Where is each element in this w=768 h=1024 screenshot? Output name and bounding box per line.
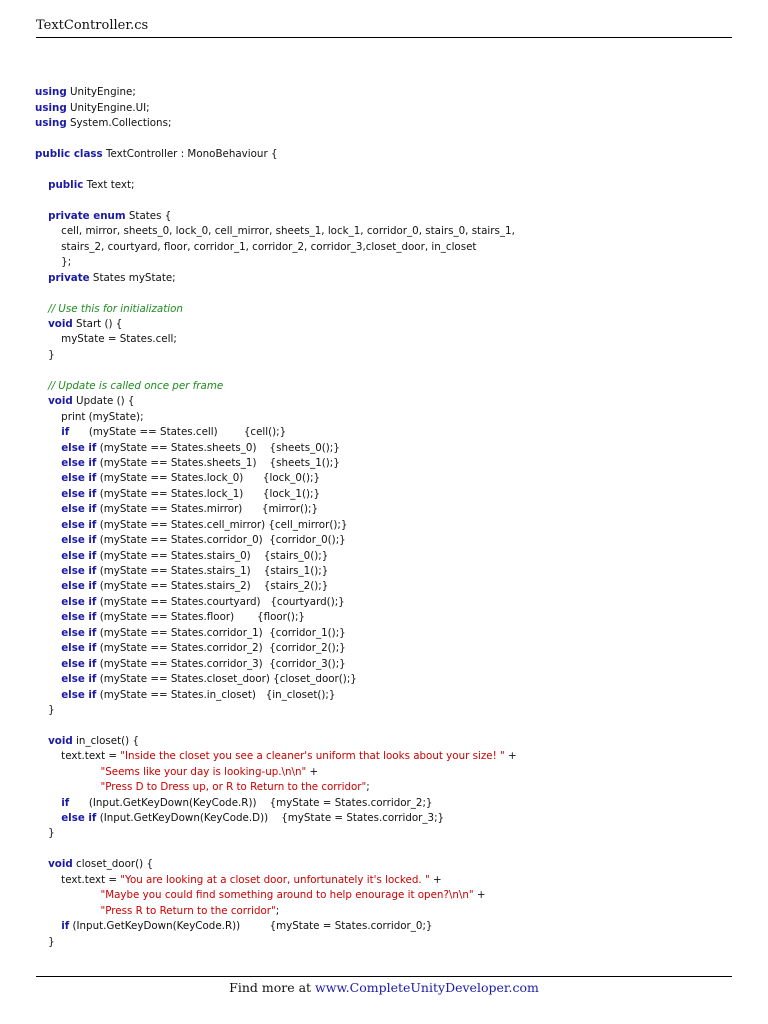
code-line: [35, 163, 735, 178]
code-string: "Seems like your day is looking-up.\n\n": [100, 765, 307, 778]
code-text: +: [429, 873, 442, 886]
code-keyword: else if: [61, 688, 97, 701]
code-text: [35, 858, 48, 870]
code-text: stairs_2, courtyard, floor, corridor_1, corridor_2, corridor_3,closet_door, in_closet: [35, 240, 477, 253]
code-text: [35, 503, 61, 515]
code-text: print (myState);: [35, 410, 144, 423]
code-line: [35, 672, 735, 687]
code-string: "You are looking at a closet door, unfortunately it's locked. ": [120, 873, 430, 886]
code-text: [35, 673, 61, 685]
code-keyword: else if: [61, 812, 97, 824]
code-text: text.text =: [35, 873, 121, 886]
code-text: [35, 550, 61, 562]
code-text: ;: [275, 904, 280, 917]
code-keyword: else if: [61, 534, 97, 547]
code-line: [35, 549, 735, 564]
code-text: [35, 920, 61, 932]
code-keyword: else if: [61, 503, 97, 516]
code-text: [35, 210, 48, 222]
code-string: "Press R to Return to the corridor": [100, 904, 276, 917]
code-line: [35, 332, 735, 347]
code-text: myState = States.cell;: [35, 333, 177, 346]
code-line: [35, 502, 735, 517]
footer: [0, 980, 768, 995]
code-listing: [35, 70, 735, 950]
code-text: [35, 395, 48, 407]
code-string: "Inside the closet you see a cleaner's uniform that looks about your size! ": [120, 750, 505, 763]
code-line: [35, 734, 735, 749]
code-line: [35, 410, 735, 425]
code-line: [35, 873, 735, 888]
code-keyword: else if: [61, 642, 97, 655]
code-keyword: else if: [61, 565, 97, 577]
code-text: (myState == States.lock_0) {lock_0();}: [96, 472, 321, 485]
code-text: UnityEngine.UI;: [66, 101, 150, 114]
code-line: [35, 842, 735, 857]
code-text: [35, 380, 48, 392]
code-text: (myState == States.cell) {cell();}: [69, 426, 287, 439]
code-keyword: private: [48, 271, 90, 284]
code-text: (myState == States.floor) {floor();}: [96, 611, 305, 624]
code-text: (myState == States.sheets_1) {sheets_1();}: [96, 456, 340, 469]
code-line: [35, 518, 735, 533]
code-text: [35, 766, 100, 778]
code-text: text.text =: [35, 750, 121, 763]
code-text: }: [35, 703, 55, 716]
code-keyword: else if: [61, 487, 97, 500]
code-line: [35, 394, 735, 409]
code-keyword: if: [61, 426, 70, 439]
code-line: [35, 425, 735, 440]
code-line: [35, 579, 735, 594]
code-line: [35, 302, 735, 317]
code-line: [35, 178, 735, 193]
code-line: [35, 657, 735, 672]
code-line: [35, 919, 735, 934]
code-text: (Input.GetKeyDown(KeyCode.R)) {myState = States.corridor_0;}: [69, 920, 433, 933]
code-keyword: using: [35, 117, 67, 130]
code-line: [35, 564, 735, 579]
code-text: [35, 658, 61, 670]
footer-link[interactable]: www.CompleteUnityDeveloper.com: [315, 980, 539, 995]
code-line: [35, 641, 735, 656]
code-text: [35, 442, 61, 454]
code-line: [35, 194, 735, 209]
code-line: [35, 116, 735, 131]
code-keyword: using: [35, 101, 67, 114]
code-text: [35, 580, 61, 592]
code-keyword: else if: [61, 549, 97, 562]
code-line: [35, 780, 735, 795]
code-line: [35, 317, 735, 332]
code-line: [35, 363, 735, 378]
code-line: [35, 456, 735, 471]
code-text: [35, 627, 61, 639]
code-text: (myState == States.stairs_2) {stairs_2();}: [96, 580, 329, 593]
code-comment: // Use this for initialization: [48, 302, 183, 315]
code-line: [35, 271, 735, 286]
code-text: [35, 596, 61, 608]
code-text: (myState == States.lock_1) {lock_1();}: [96, 487, 321, 500]
code-text: }: [35, 348, 55, 361]
code-keyword: else if: [61, 472, 97, 485]
code-text: Update () {: [72, 395, 135, 408]
code-keyword: public: [48, 179, 84, 192]
code-line: [35, 610, 735, 625]
code-text: (myState == States.stairs_1) {stairs_1();}: [96, 565, 329, 577]
code-text: Start () {: [72, 318, 123, 330]
code-line: [35, 796, 735, 811]
code-text: [35, 565, 61, 577]
code-line: [35, 379, 735, 394]
code-keyword: if: [61, 796, 70, 809]
code-keyword: void: [48, 858, 73, 871]
code-text: (Input.GetKeyDown(KeyCode.R)) {myState = States.corridor_2;}: [69, 796, 433, 809]
code-line: [35, 147, 735, 162]
code-text: (myState == States.stairs_0) {stairs_0();}: [96, 549, 329, 562]
footer-prefix: Find more at: [229, 980, 316, 995]
code-keyword: else if: [61, 456, 97, 469]
code-text: (myState == States.corridor_2) {corridor_2();}: [96, 642, 346, 655]
code-text: (myState == States.closet_door) {closet_door();}: [96, 673, 357, 686]
code-text: +: [473, 889, 486, 902]
code-text: cell, mirror, sheets_0, lock_0, cell_mirror, sheets_1, lock_1, corridor_0, stairs_0, stairs_1,: [35, 225, 515, 238]
code-line: [35, 935, 735, 950]
code-line: [35, 888, 735, 903]
code-line: [35, 826, 735, 841]
code-text: (myState == States.corridor_0) {corridor_0();}: [96, 534, 346, 547]
code-keyword: void: [48, 318, 73, 330]
code-text: in_closet() {: [72, 734, 140, 747]
code-text: (myState == States.sheets_0) {sheets_0();}: [96, 441, 340, 454]
code-line: [35, 765, 735, 780]
code-text: (Input.GetKeyDown(KeyCode.D)) {myState = States.corridor_3;}: [96, 812, 445, 824]
code-text: Text text;: [83, 179, 135, 192]
code-text: [35, 642, 61, 654]
code-line: [35, 348, 735, 363]
code-keyword: if: [61, 920, 70, 933]
code-keyword: else if: [61, 611, 97, 624]
code-text: [35, 611, 61, 623]
code-keyword: private enum: [48, 209, 126, 222]
code-text: ;: [366, 781, 370, 794]
code-text: (myState == States.mirror) {mirror();}: [96, 503, 319, 516]
code-text: [35, 689, 61, 701]
code-line: [35, 471, 735, 486]
code-text: UnityEngine;: [66, 86, 136, 99]
code-text: States myState;: [89, 271, 176, 284]
code-keyword: else if: [61, 673, 97, 686]
code-comment: // Update is called once per frame: [48, 379, 224, 392]
code-text: (myState == States.corridor_3) {corridor_3();}: [96, 657, 346, 670]
code-text: [35, 781, 100, 793]
code-keyword: else if: [61, 626, 97, 639]
code-text: States {: [125, 209, 172, 222]
code-line: [35, 286, 735, 301]
code-string: "Press D to Dress up, or R to Return to the corridor": [100, 781, 367, 794]
header-divider: [36, 37, 732, 38]
code-line: [35, 703, 735, 718]
code-line: [35, 132, 735, 147]
code-text: (myState == States.corridor_1) {corridor_1();}: [96, 626, 346, 639]
code-line: [35, 718, 735, 733]
code-line: [35, 240, 735, 255]
code-line: [35, 101, 735, 116]
code-text: [35, 534, 61, 546]
code-line: [35, 70, 735, 85]
code-line: [35, 441, 735, 456]
code-text: };: [35, 256, 72, 269]
code-text: [35, 519, 61, 531]
code-line: [35, 255, 735, 270]
code-text: [35, 303, 48, 315]
code-line: [35, 487, 735, 502]
code-text: [35, 457, 61, 469]
code-text: [35, 488, 61, 500]
code-text: (myState == States.cell_mirror) {cell_mirror();}: [96, 518, 348, 531]
code-text: closet_door() {: [72, 858, 153, 871]
code-line: [35, 811, 735, 826]
code-keyword: else if: [61, 518, 97, 531]
code-string: "Maybe you could find something around to help enourage it open?\n\n": [100, 889, 474, 902]
code-text: TextController : MonoBehaviour {: [102, 148, 278, 161]
page-header-title: TextController.cs: [36, 18, 149, 33]
code-keyword: void: [48, 734, 73, 747]
code-text: [35, 472, 61, 484]
code-line: [35, 626, 735, 641]
code-text: (myState == States.courtyard) {courtyard();}: [96, 595, 345, 608]
code-line: [35, 857, 735, 872]
code-line: [35, 209, 735, 224]
code-text: [35, 889, 100, 901]
code-text: }: [35, 935, 55, 948]
code-line: [35, 595, 735, 610]
code-keyword: public class: [35, 148, 103, 161]
code-text: [35, 812, 61, 824]
code-line: [35, 688, 735, 703]
code-line: [35, 224, 735, 239]
code-text: [35, 735, 48, 747]
code-keyword: else if: [61, 595, 97, 608]
code-text: [35, 272, 48, 284]
code-keyword: else if: [61, 441, 97, 454]
code-keyword: else if: [61, 580, 97, 593]
code-line: [35, 749, 735, 764]
code-text: }: [35, 827, 55, 840]
code-text: [35, 426, 61, 438]
code-text: +: [504, 750, 517, 763]
code-line: [35, 85, 735, 100]
code-keyword: else if: [61, 657, 97, 670]
code-text: [35, 905, 100, 917]
code-line: [35, 904, 735, 919]
code-text: [35, 797, 61, 809]
code-text: System.Collections;: [66, 117, 172, 130]
code-text: +: [306, 765, 319, 778]
code-keyword: using: [35, 86, 67, 99]
code-keyword: void: [48, 395, 73, 408]
code-text: (myState == States.in_closet) {in_closet();}: [96, 688, 336, 701]
code-text: [35, 179, 48, 191]
code-line: [35, 533, 735, 548]
code-text: [35, 318, 48, 330]
footer-divider: [36, 976, 732, 977]
